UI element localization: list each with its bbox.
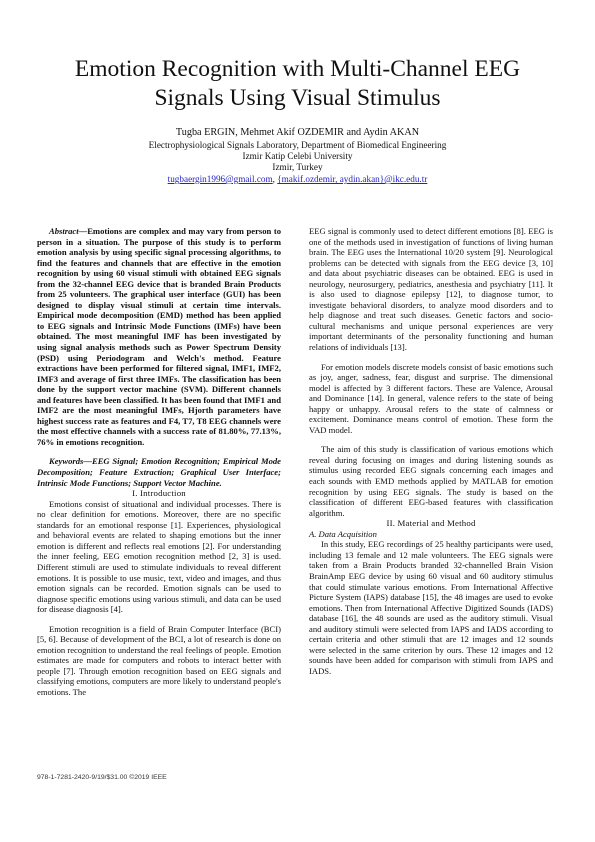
paper-title — [40, 55, 555, 113]
data-acquisition-paragraph: In this study, EEG recordings of 25 healthy participants were used, including 13 female and 12 male volunteers. The EEG signals were taken from a Brain Products branded 32-channelled Brain Vision BrainAmp EEG device by using 60 visual and 60 auditory stimulus that could stimulate various emotions. From International Affective Picture System (IAPS) database [15], the 48 images are used to evoke emotions. Then from International Affective Digitized Sounds (IADS) database [16], the 48 sounds are used as the auditory stimuli. Visual and auditory stimuli were selected from IAPS and IADS according to certain criteria and other stimuli that are 12 images and 12 sounds were selected in the same criterion by ours. These 12 images and 12 sounds have been added for comparison with stimuli from IAPS and IADS. — [309, 539, 553, 676]
emotion-models-paragraph: For emotion models discrete models consist of basic emotions such as joy, anger, sadness, fear, disgust and surprise. The dimensional model is affected by 3 different factors. These are Valence, Arousal and Dominance [14]. In general, valence refers to the state of being happy or unhappy. Arousal refers to the state of calmness or excitement. Dominance means control of emotion. These form the VAD model. — [309, 361, 553, 435]
intro-paragraph-1: Emotions consist of situational and individual processes. There is no clear definition for emotions. Moreover, there are no specific standards for an emotional response [1]. Experiences, physiological and behavioral events are related to shaping emotions but the inner emotion is different and reflects real emotions [2]. For understanding the inner feeling, EEG emotion recognition method [2, 3] is used. Different stimuli are used to stimulate individuals to reveal different emotions. It is possible to use music, text, video and images, and thus emotion signals can be recorded. Emotion signals can be used to diagnose specific emotions using various stimuli, and data can be used for disease diagnosis [4]. — [37, 498, 281, 615]
affiliation-lab: Electrophysiological Signals Laboratory, Department of Biomedical Engineering — [148, 140, 447, 150]
abstract-lead: Abstract— — [49, 226, 88, 236]
title-line-1: Emotion Recognition with Multi-Channel EEG — [74, 56, 521, 82]
author-list: Tugba ERGIN, Mehmet Akif OZDEMIR and Aydin AKAN — [175, 127, 420, 138]
title-line-2: Signals Using Visual Stimulus — [154, 85, 441, 111]
affiliation-location: Izmir, Turkey — [272, 162, 323, 172]
email-line — [40, 174, 555, 186]
continued-paragraph: EEG signal is commonly used to detect different emotions [8]. EEG is one of the methods used in investigation of functions of living human brain. The EEG uses the International 10/20 system [9]. Neurological problems can be detected with signals from the EEG device [3, 10] and data about psychiatric diseases can be obtained. EEG is used in neurology, neurosurgery, pediatrics, anesthesia and psychiatry [11]. It is also used to diagnose epilepsy [12], to diagnose tumor, to investigate behavioral disorders, to analyze mood disorders and to help diagnose and treat such diseases. Genetic factors and socio-cultural mechanisms and unique personal experiences are very important determinants of the personality functioning and human relations of individuals [13]. — [309, 226, 553, 353]
abstract-text: Emotions are complex and may vary from person to person in a situation. The purpose of this study is to perform emotion analysis by using specific signal processing algorithms, to find the features and channels that are effective in the emotion recognition by using 60 visual stimuli with obtained EEG signals from the 32-channel EEG device that is branded Brain Products from 25 volunteers. The graphical user interface (GUI) has been designed to display visual stimuli at certain time intervals. Empirical mode decomposition (EMD) method has been applied to EEG signals and Intrinsic Mode Functions (IMFs) have been obtained. The most meaningful IMF has been investigated by using signal analysis methods such as Power Spectrum Density (PSD) using Periodogram and Welch's method. Feature extractions have been performed for filtered signal, IMF1, IMF2, IMF3 and average of first three IMFs. The classification has been done by the support vector machine (SVM). Different channels and features have been classified. It has been found that IMF1 and IMF2 are the most meaningful IMFs, Hjorth parameters have highest success rate as features and F4, T7, T8 EEG channels were the most effective channels with a success rate of 81.80%, 77.13%, 76% in emotions recognition. — [37, 226, 281, 447]
left-column — [37, 226, 281, 698]
study-aim-paragraph: The aim of this study is classification of various emotions which reveal during focusing on images and during listening sounds as stimulus using recorded EEG signals concerning each images and each sounds with EMD methods applied by MATLAB for emotion recognition by using EEG signals. The study is based on the classification of different EEG-based features with classification algorithm. — [309, 444, 553, 518]
email-separator: , — [272, 174, 278, 184]
email-link-second[interactable]: {makif.ozdemir, aydin.akan}@ikc.edu.tr — [277, 174, 428, 184]
copyright-footer: 978-1-7281-2420-9/19/$31.00 ©2019 IEEE — [37, 774, 167, 781]
email-link-first[interactable]: tugbaergin1996@gmail.com — [167, 174, 273, 184]
abstract-paragraph — [37, 226, 281, 447]
section-heading-introduction: I. Introduction — [132, 488, 186, 499]
intro-paragraph-2: Emotion recognition is a field of Brain Computer Interface (BCI) [5, 6]. Because of development of the BCI, a lot of research is done on emotion recognition to understand the real feelings of people. Emotion estimates are made for computers and robots to interact better with people [7]. Through emotion recognition based on EEG signals and classifying emotions, computers are more likely to understand people's emotions. The — [37, 623, 281, 697]
subsection-heading-data-acquisition: A. Data Acquisition — [309, 528, 377, 539]
keywords-paragraph: Keywords—EEG Signal; Emotion Recognition; Empirical Mode Decomposition; Feature Extraction; Graphical User Interface; Intrinsic Mode Functions; Support Vector Machine. — [37, 456, 281, 488]
right-column — [309, 226, 553, 676]
section-heading-material-method: II. Material and Method — [386, 518, 476, 529]
affiliation-university: Izmir Katip Celebi University — [242, 151, 353, 161]
